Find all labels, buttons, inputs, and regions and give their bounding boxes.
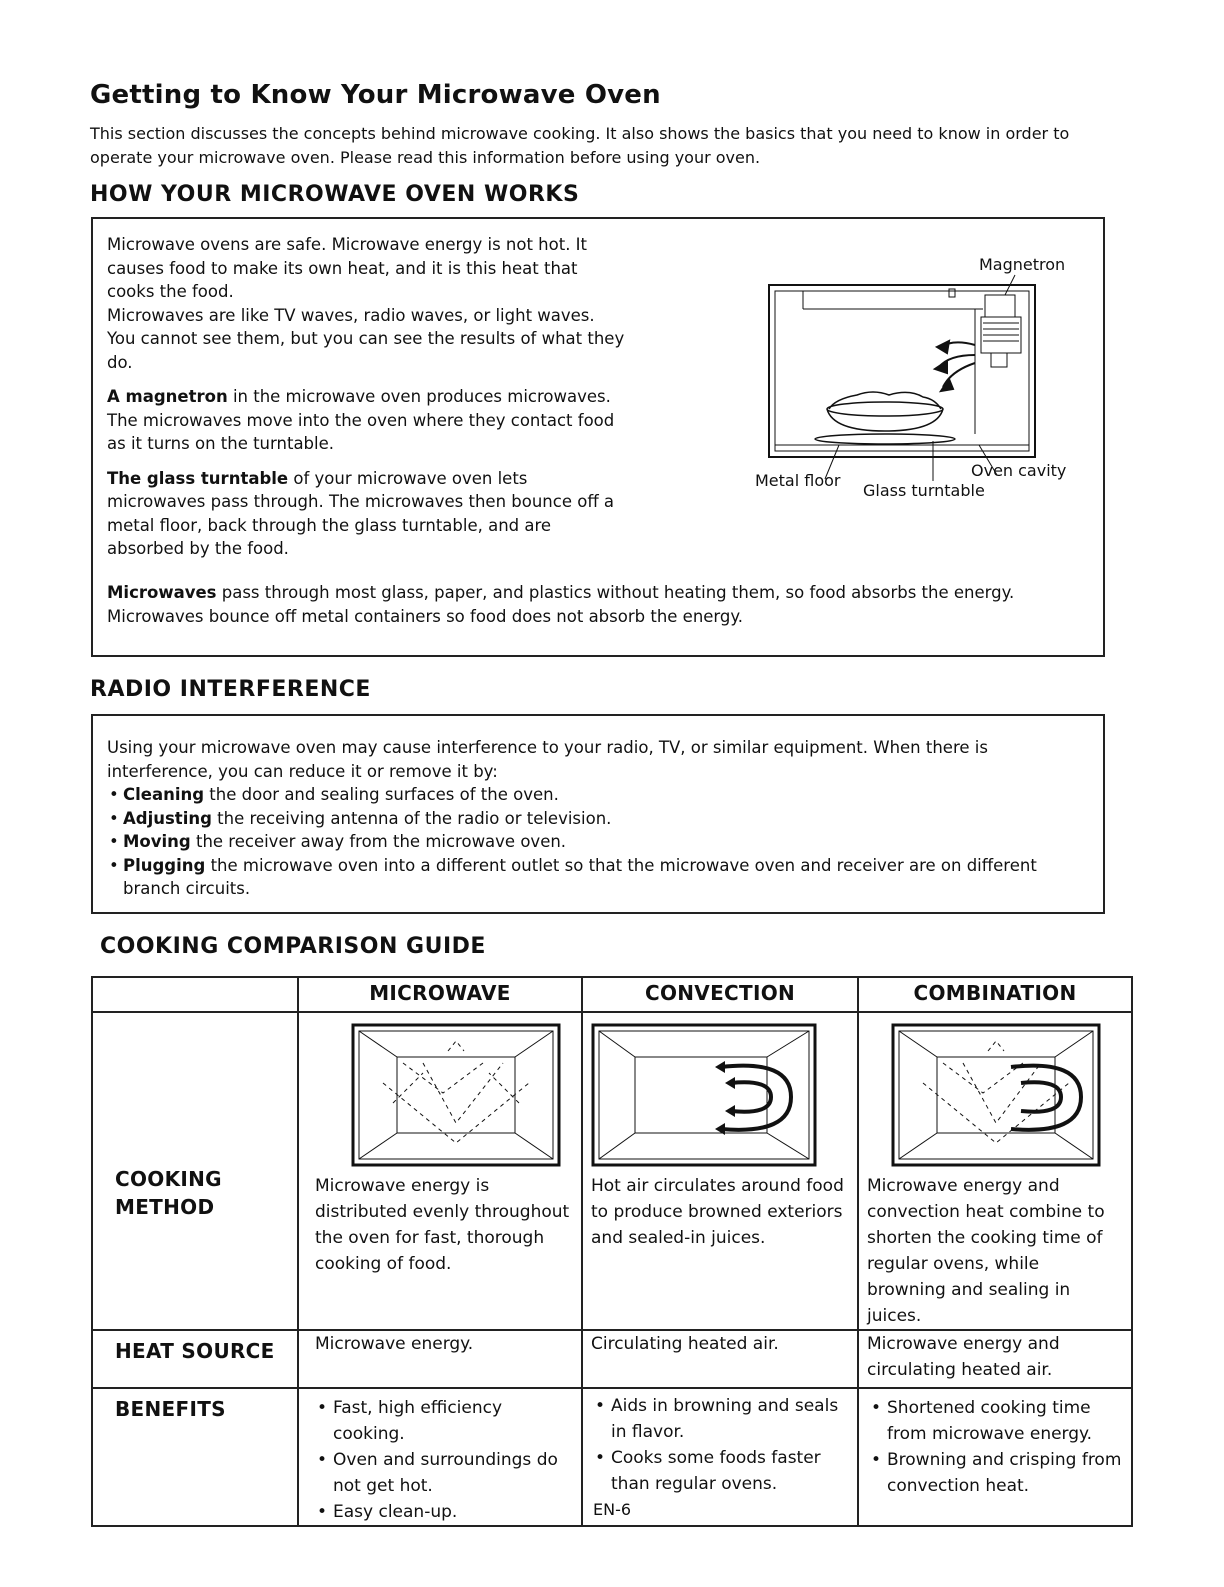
cell-combination-method bbox=[858, 1012, 1132, 1330]
radio-intro: Using your microwave oven may cause interference to your radio, TV, or similar equipment. When there is interference, you can reduce it or remove it by: bbox=[107, 738, 988, 781]
row-label-heat-source: HEAT SOURCE bbox=[92, 1330, 298, 1388]
radio-box bbox=[91, 714, 1105, 914]
text-microwave-method: Microwave energy is distributed evenly throughout the oven for fast, thorough cooking of food. bbox=[315, 1176, 570, 1274]
text-convection-method: Hot air circulates around food to produce browned exteriors and sealed-in juices. bbox=[591, 1176, 844, 1248]
radio-list-item: • Cleaning the door and sealing surfaces of the oven. bbox=[107, 783, 1047, 807]
label-magnetron: Magnetron bbox=[979, 255, 1066, 274]
how-it-works-heading: HOW YOUR MICROWAVE OVEN WORKS bbox=[90, 182, 580, 207]
cell-microwave-method bbox=[298, 1012, 582, 1330]
convection-cavity-icon bbox=[591, 1023, 831, 1169]
column-header-microwave: MICROWAVE bbox=[298, 977, 582, 1012]
combination-cavity-icon bbox=[891, 1023, 1131, 1169]
radio-list bbox=[107, 783, 1047, 901]
how-para-magnetron: A magnetron in the microwave oven produces microwaves. The microwaves move into the oven where they contact food as it turns on the turntable. bbox=[107, 387, 615, 453]
how-para-1: Microwave ovens are safe. Microwave energy is not hot. It causes food to make its own heat, and it is this heat that cooks the food. bbox=[107, 235, 588, 301]
how-para-turntable: The glass turntable of your microwave oven lets microwaves pass through. The microwaves then bounce off a metal floor, back through the glass turntable, and are absorbed by the food. bbox=[107, 468, 615, 558]
food-dish-icon bbox=[815, 392, 955, 444]
guide-heading: COOKING COMPARISON GUIDE bbox=[100, 934, 486, 959]
how-it-works-box bbox=[91, 217, 1105, 657]
cell-convection-method bbox=[582, 1012, 858, 1330]
label-oven-cavity: Oven cavity bbox=[971, 461, 1067, 480]
column-header-convection: CONVECTION bbox=[582, 977, 858, 1012]
benefit-item: • Fast, high efficiency cooking. bbox=[313, 1395, 573, 1447]
benefit-item: • Aids in browning and seals in flavor. bbox=[591, 1393, 849, 1445]
row-label-cooking-method: COOKING METHOD bbox=[92, 1012, 298, 1330]
benefit-item: • Easy clean-up. bbox=[313, 1499, 573, 1525]
radio-list-item: • Plugging the microwave oven into a different outlet so that the microwave oven and receiver are on different branch circuits. bbox=[107, 854, 1047, 901]
page-title: Getting to Know Your Microwave Oven bbox=[90, 80, 661, 110]
label-glass-turntable: Glass turntable bbox=[863, 481, 985, 500]
benefit-item: • Cooks some foods faster than regular ovens. bbox=[591, 1445, 849, 1497]
page-number: EN-6 bbox=[592, 1500, 632, 1519]
label-metal-floor: Metal floor bbox=[755, 471, 841, 490]
benefit-item: • Oven and surroundings do not get hot. bbox=[313, 1447, 573, 1499]
cell-microwave-heat: Microwave energy. bbox=[298, 1330, 582, 1388]
benefit-item: • Shortened cooking time from microwave energy. bbox=[867, 1395, 1123, 1447]
radio-list-item: • Moving the receiver away from the microwave oven. bbox=[107, 830, 1047, 854]
microwave-oven-diagram bbox=[753, 249, 1093, 489]
cell-convection-heat: Circulating heated air. bbox=[582, 1330, 858, 1388]
wave-arrows-icon bbox=[935, 341, 975, 391]
magnetron-icon bbox=[981, 295, 1021, 367]
table-corner bbox=[92, 977, 298, 1012]
row-label-benefits: BENEFITS bbox=[92, 1388, 298, 1526]
cell-combination-heat: Microwave energy and circulating heated air. bbox=[858, 1330, 1132, 1388]
column-header-combination: COMBINATION bbox=[858, 977, 1132, 1012]
microwave-cavity-icon bbox=[323, 1023, 583, 1169]
intro-text: This section discusses the concepts behind microwave cooking. It also shows the basics that you need to know in order to operate your microwave oven. Please read this information before using your oven. bbox=[90, 124, 1070, 167]
comparison-table bbox=[91, 976, 1133, 1527]
radio-heading: RADIO INTERFERENCE bbox=[90, 677, 371, 702]
how-para-2: Microwaves are like TV waves, radio waves, or light waves. You cannot see them, but you can see the results of what they do. bbox=[107, 305, 625, 372]
how-para-microwaves: Microwaves pass through most glass, paper, and plastics without heating them, so food absorbs the energy. Microwaves bounce off metal containers so food does not absorb the energy. bbox=[107, 583, 1015, 626]
text-combination-method: Microwave energy and convection heat combine to shorten the cooking time of regular ovens, while browning and sealing in juices. bbox=[867, 1176, 1105, 1326]
radio-list-item: • Adjusting the receiving antenna of the radio or television. bbox=[107, 807, 1047, 831]
benefit-item: • Browning and crisping from convection heat. bbox=[867, 1447, 1123, 1499]
